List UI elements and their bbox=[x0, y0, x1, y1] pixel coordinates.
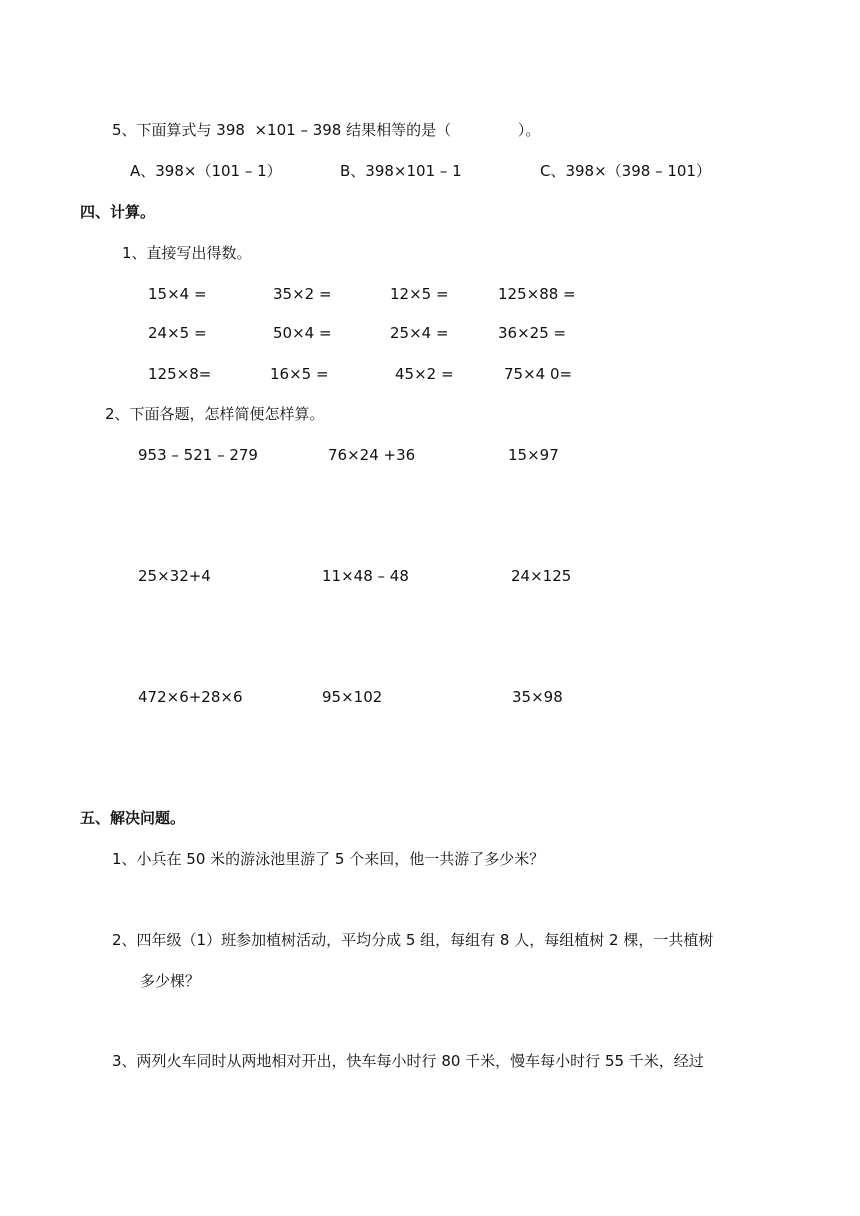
simplify-item: 953 – 521 – 279 bbox=[138, 446, 258, 464]
question-5-option-b: B、398×101 – 1 bbox=[340, 162, 462, 180]
simplify-item: 472×6+28×6 bbox=[138, 688, 243, 706]
simplify-item: 76×24 +36 bbox=[328, 446, 416, 464]
simplify-item: 25×32+4 bbox=[138, 567, 211, 585]
simplify-item: 24×125 bbox=[511, 567, 572, 585]
problem-1: 1、小兵在 50 米的游泳池里游了 5 个来回，他一共游了多少米？ bbox=[112, 850, 545, 868]
simplify-item: 11×48 – 48 bbox=[322, 567, 409, 585]
simplify-item: 15×97 bbox=[508, 446, 559, 464]
mental-math-item: 45×2 = bbox=[395, 365, 454, 383]
mental-math-item: 125×88 = bbox=[498, 285, 576, 303]
section-5-heading: 五、解决问题。 bbox=[80, 809, 186, 827]
mental-math-item: 15×4 = bbox=[148, 285, 207, 303]
mental-math-item: 16×5 = bbox=[270, 365, 329, 383]
question-5-stem: 5、下面算式与 398 ×101 – 398 结果相等的是（ ）。 bbox=[112, 121, 541, 139]
mental-math-item: 25×4 = bbox=[390, 324, 449, 342]
mental-math-item: 24×5 = bbox=[148, 324, 207, 342]
mental-math-item: 125×8= bbox=[148, 365, 212, 383]
problem-3-line-1: 3、两列火车同时从两地相对开出，快车每小时行 80 千米，慢车每小时行 55 千米，经过 bbox=[112, 1052, 704, 1070]
problem-2-line-2: 多少棵？ bbox=[140, 972, 201, 990]
question-5-option-a: A、398×（101 – 1） bbox=[130, 162, 282, 180]
section-4-heading: 四、计算。 bbox=[80, 203, 156, 221]
mental-math-item: 35×2 = bbox=[273, 285, 332, 303]
simplify-item: 35×98 bbox=[512, 688, 563, 706]
mental-math-item: 50×4 = bbox=[273, 324, 332, 342]
section-4-part-2-title: 2、下面各题，怎样简便怎样算。 bbox=[105, 405, 325, 423]
mental-math-item: 12×5 = bbox=[390, 285, 449, 303]
mental-math-item: 75×4 0= bbox=[504, 365, 573, 383]
question-5-option-c: C、398×（398 – 101） bbox=[540, 162, 711, 180]
mental-math-item: 36×25 = bbox=[498, 324, 567, 342]
problem-2-line-1: 2、四年级（1）班参加植树活动，平均分成 5 组，每组有 8 人，每组植树 2 棵，一共植树 bbox=[112, 931, 714, 949]
simplify-item: 95×102 bbox=[322, 688, 383, 706]
section-4-part-1-title: 1、直接写出得数。 bbox=[122, 244, 252, 262]
